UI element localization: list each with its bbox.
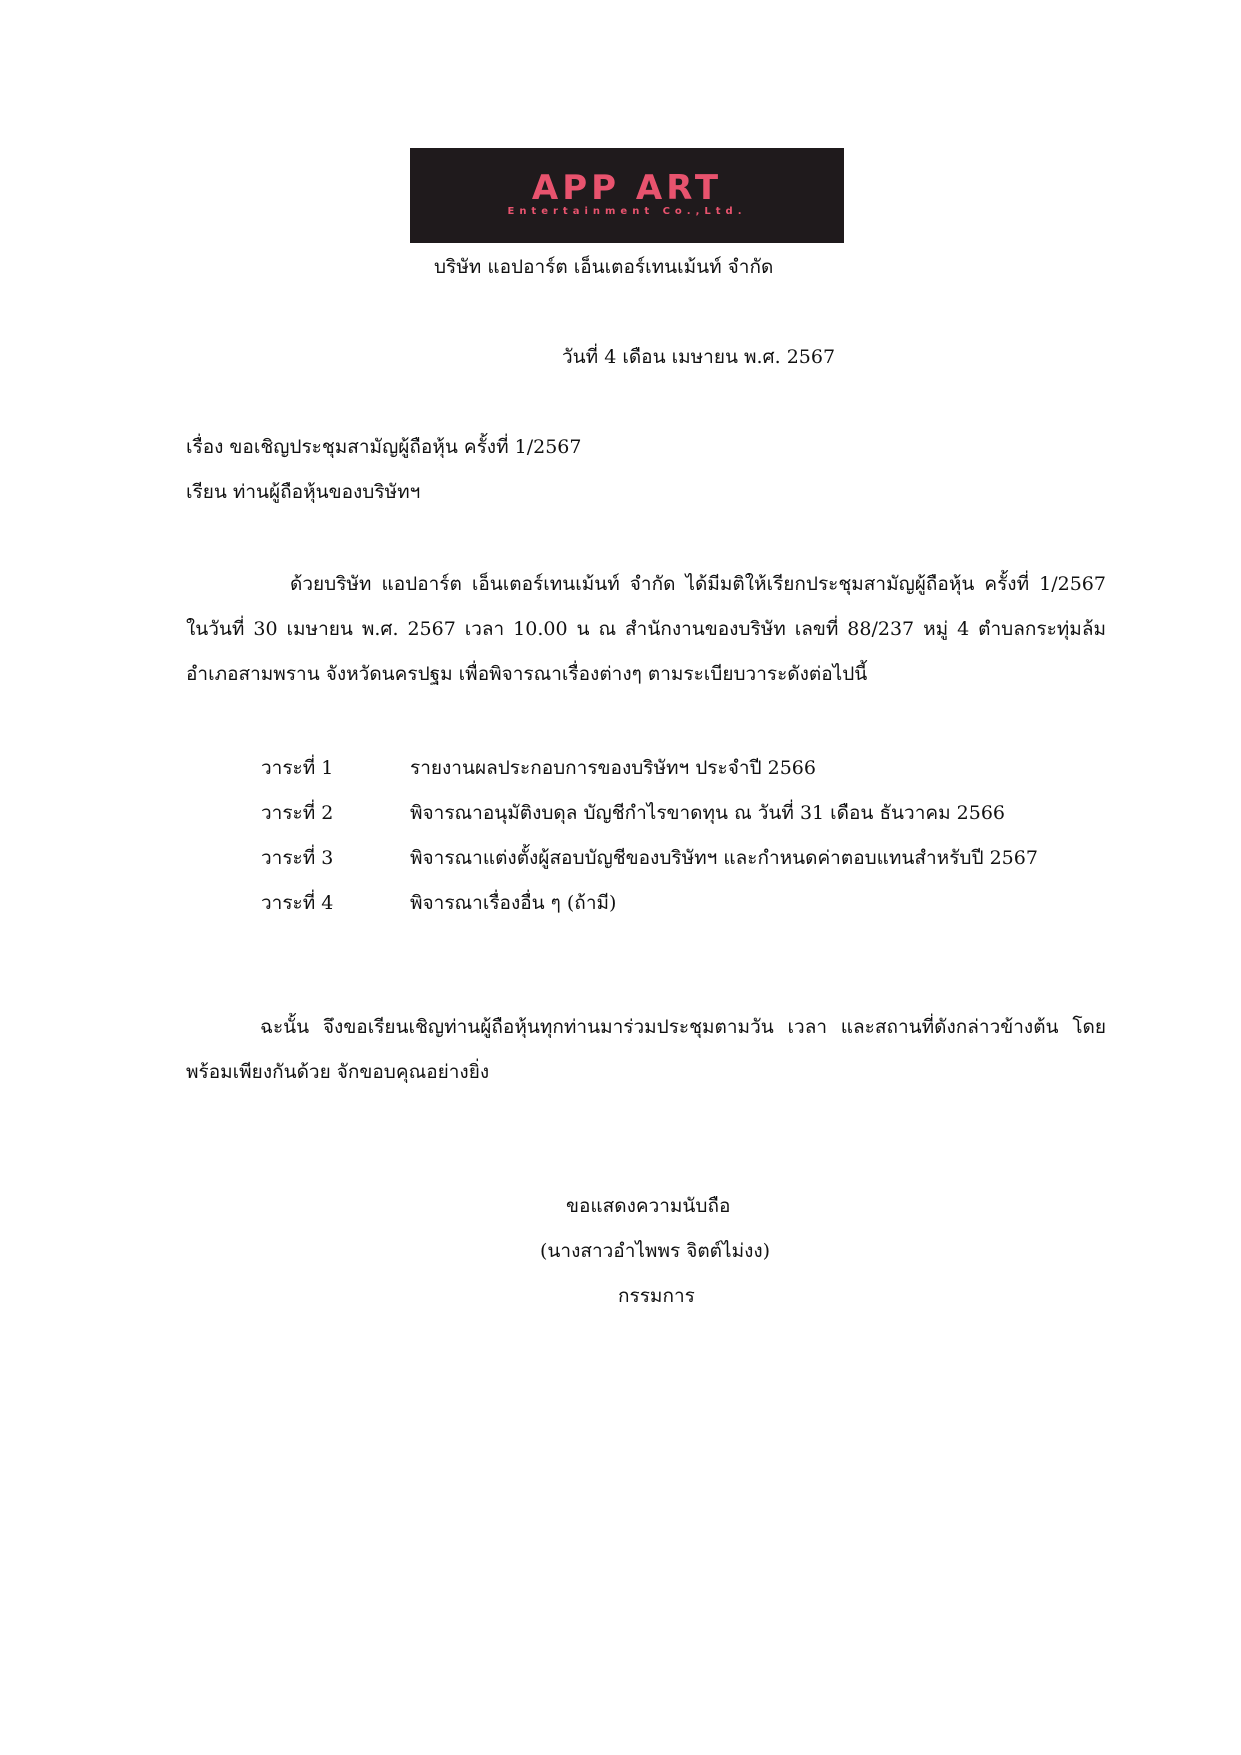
agenda-item	[261, 745, 1121, 790]
agenda-text: พิจารณาอนุมัติงบดุล บัญชีกำไรขาดทุน ณ วันที่ 31 เดือน ธันวาคม 2566	[410, 801, 1006, 824]
logo-main-text: APP ART	[531, 168, 723, 208]
agenda-label: วาระที่ 1	[261, 756, 334, 779]
signature-title: กรรมการ	[618, 1285, 695, 1307]
agenda-text: พิจารณาแต่งตั้งผู้สอบบัญชีของบริษัทฯ และกำหนดค่าตอบแทนสำหรับปี 2567	[410, 846, 1038, 869]
agenda-item	[261, 790, 1121, 835]
letter-salutation: เรียน ท่านผู้ถือหุ้นของบริษัทฯ	[186, 481, 421, 503]
agenda-text: รายงานผลประกอบการของบริษัทฯ ประจำปี 2566	[410, 756, 816, 779]
agenda-item	[261, 880, 1121, 925]
signature-regards: ขอแสดงความนับถือ	[566, 1195, 731, 1217]
agenda-list	[261, 745, 1121, 925]
body-paragraph: ด้วยบริษัท แอปอาร์ต เอ็นเตอร์เทนเม้นท์ จำกัด ได้มีมติให้เรียกประชุมสามัญผู้ถือหุ้น ครั้งที่ 1/2567 ในวันที่ 30 เมษายน พ.ศ. 2567 เวลา 10.00 น ณ สำนักงานของบริษัท เลขที่ 88/237 หมู่ 4 ตำบลกระทุ่มล้ม อำเภอสามพราน จังหวัดนครปฐม เพื่อพิจารณาเรื่องต่างๆ ตามระเบียบวาระดังต่อไปนี้	[186, 573, 1106, 685]
company-logo	[410, 148, 844, 243]
agenda-label: วาระที่ 4	[261, 891, 334, 914]
company-name: บริษัท แอปอาร์ต เอ็นเตอร์เทนเม้นท์ จำกัด	[434, 256, 774, 278]
agenda-label: วาระที่ 2	[261, 801, 334, 824]
letter-date: วันที่ 4 เดือน เมษายน พ.ศ. 2567	[562, 346, 836, 368]
signature-name: (นางสาวอำไพพร จิตต์ไม่งง)	[540, 1240, 771, 1262]
agenda-label: วาระที่ 3	[261, 846, 334, 869]
logo-sub-text: Entertainment Co.,Ltd.	[507, 206, 747, 217]
closing-paragraph: ฉะนั้น จึงขอเรียนเชิญท่านผู้ถือหุ้นทุกท่านมาร่วมประชุมตามวัน เวลา และสถานที่ดังกล่าวข้างต้น โดยพร้อมเพียงกันด้วย จักขอบคุณอย่างยิ่ง	[186, 1016, 1106, 1083]
agenda-item	[261, 835, 1121, 880]
agenda-text: พิจารณาเรื่องอื่น ๆ (ถ้ามี)	[410, 891, 617, 914]
letter-subject: เรื่อง ขอเชิญประชุมสามัญผู้ถือหุ้น ครั้งที่ 1/2567	[186, 436, 582, 458]
